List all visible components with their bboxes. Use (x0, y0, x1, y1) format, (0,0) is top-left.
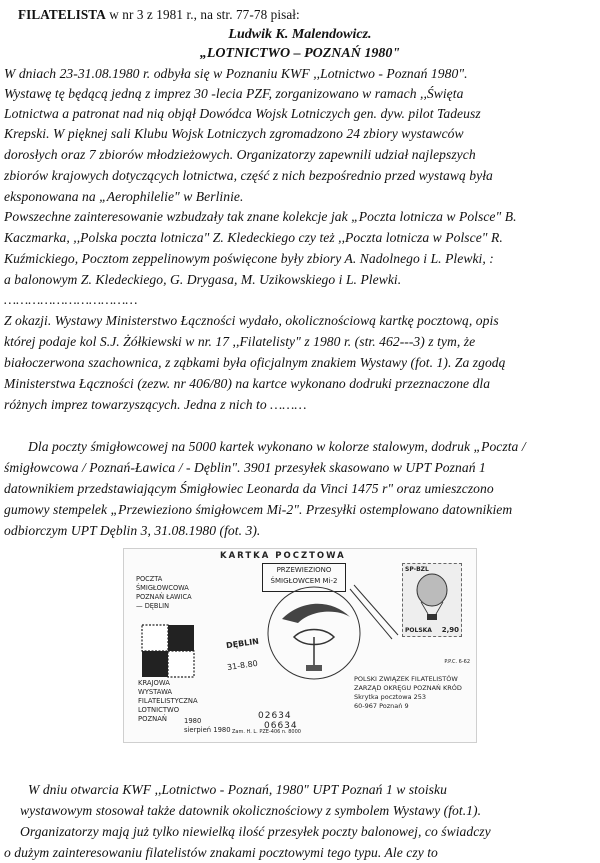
article-title: „LOTNICTWO – POZNAŃ 1980" (199, 46, 401, 61)
postcard-code: P.P.C. 6-62 (444, 659, 470, 665)
source-line (18, 7, 300, 23)
stamp-value: 2,90 (441, 626, 459, 634)
exhibition-line: FILATELISTYCZNA (138, 697, 198, 705)
source-details: w nr 3 z 1981 r., na str. 77-78 pisał: (105, 7, 300, 22)
postcard-title: KARTKA POCZTOWA (220, 551, 346, 561)
deblin-postmark: DĘBLIN (225, 636, 260, 651)
paragraph-line: różnych imprez towarzyszących. Jedna z nich to ……… (4, 397, 307, 412)
cachet-line: PRZEWIEZIONO (276, 566, 332, 574)
paragraph-line: Dla poczty śmigłowcowej na 5000 kartek wykonano w kolorze stalowym, dodruk „Poczta / (28, 439, 526, 454)
paragraph-line: Z okazji. Wystawy Ministerstwo Łączności wydało, okolicznościową kartkę pocztową, opis (4, 313, 499, 328)
address-line: 60-967 Poznań 9 (354, 702, 409, 710)
paragraph-line: Kaczmarka, ,,Polska poczta lotnicza" Z. Kledeckiego czy też ,,Poczta lotnicza w Polsce" R. (4, 230, 503, 245)
paragraph-line: eksponowana na „Aerophilelie" w Berlinie. (4, 189, 244, 204)
author-name: Ludwik K. Malendowicz. (228, 27, 372, 42)
exhibition-line: POZNAŃ (138, 715, 167, 723)
paragraph-line: Lotnictwa a patronat nad nią objął Dowódca Wojsk Lotniczych gen. dyw. pilot Tadeusz (4, 106, 481, 121)
paragraph-line: Powszechne zainteresowanie wzbudzały tak znane kolekcje jak „Poczta lotnicza w Polsce" B. (4, 209, 517, 224)
print-footnote: Zam. H. L. PZE-406 n. 8000 (232, 729, 301, 735)
stamp-label: SP-BZL (405, 566, 429, 573)
postcard-image (123, 548, 477, 743)
chessboard-logo-icon (138, 621, 202, 679)
overprint-text (136, 575, 192, 611)
paragraph-line: Ministerstwa Łączności (zezw. nr 406/80) na kartce wykonano dodruki przeznaczone dla (4, 376, 491, 391)
address-line: Skrytka pocztowa 253 (354, 693, 427, 701)
serial-number: 02634 (258, 711, 292, 721)
exhibition-line: KRAJOWA (138, 679, 170, 687)
balloon-stamp (402, 563, 462, 637)
paragraph-line: odbiorczym UPT Dęblin 3, 31.08.1980 (fot. 3). (4, 523, 261, 538)
stamp-country: POLSKA (405, 627, 432, 634)
paragraph-line: Krepski. W pięknej sali Klubu Wojsk Lotniczych zgromadzono 24 zbiory wystawców (4, 126, 464, 141)
paragraph-line: datownikiem przedstawiającym Śmigłowiec Leonarda da Vinci 1475 r" oraz umieszczono (4, 481, 494, 496)
address-line: ZARZĄD OKRĘGU POZNAŃ KRÓD (354, 684, 462, 692)
cachet-line: ŚMIGŁOWCEM Mi-2 (270, 577, 338, 585)
exhibition-line: 1980 (184, 717, 202, 725)
overprint-line: POCZTA (136, 575, 163, 583)
postmark-date: 31-8.80 (226, 658, 259, 673)
exhibition-year (184, 717, 231, 735)
paragraph-line: W dniach 23-31.08.1980 r. odbyła się w Poznaniu KWF ,,Lotnictwo - Poznań 1980". (4, 66, 468, 81)
address-line: POLSKI ZWIĄZEK FILATELISTÓW (354, 675, 458, 683)
overprint-line: — DĘBLIN (136, 602, 170, 610)
paragraph-line: śmigłowcowa / Poznań-Ławica / - Dęblin". 3901 przesyłek skasowano w UPT Poznań 1 (4, 460, 486, 475)
paragraph-line: wystawowym stosował także datownik okolicznościowy z symbolem Wystawy (fot.1). (20, 803, 482, 818)
address-block (354, 675, 462, 711)
exhibition-info-lower (138, 706, 179, 724)
paragraph-line: Wystawę tę będącą jedną z imprez 30 -lecia PZF, zorganizowano w ramach ,,Święta (4, 86, 464, 101)
magazine-name: FILATELISTA (18, 7, 106, 22)
exhibition-info (138, 679, 198, 706)
paragraph-line: której podaje kol S.J. Żółkiewski w nr. 17 ,,Filatelisty" z 1980 r. (str. 462---3) z tym, że (4, 334, 476, 349)
exhibition-line: LOTNICTWO (138, 706, 180, 714)
paragraph-line: zbiorów krajowych dotyczących lotnictwa, część z nich bezpośrednio przed wystawą była (4, 168, 493, 183)
exhibition-line: sierpień 1980 (184, 726, 231, 734)
paragraph-line: dorosłych oraz 7 zbiorów młodzieżowych. Organizatorzy zapewnili udział najlepszych (4, 147, 476, 162)
exhibition-line: WYSTAWA (138, 688, 173, 696)
paragraph-line: białoczerwona szachownica, z ząbkami była oficjalnym znakiem Wystawy (fot. 1). Za zgodą (4, 355, 506, 370)
ellipsis-separator: …………………………… (4, 292, 138, 307)
paragraph-line: Organizatorzy mają już tylko niewielką ilość przesyłek poczty balonowej, co świadczy (20, 824, 491, 839)
overprint-line: POZNAŃ ŁAWICA (136, 593, 192, 601)
paragraph-line: W dniu otwarcia KWF ,,Lotnictwo - Poznań, 1980" UPT Poznań 1 w stoisku (28, 782, 447, 797)
serial-number-lower: 06634 (264, 721, 298, 731)
overprint-line: ŚMIGŁOWCOWA (136, 584, 189, 592)
paragraph-line: Kuźmickiego, Pocztom zeppelinowym poświęcone były zbiory A. Nadolnego i L. Plewki, : (4, 251, 494, 266)
paragraph-line: o dużym zainteresowaniu filatelistów znakami pocztowymi tego typu. Ale czy to (4, 845, 438, 860)
balloon-icon (411, 572, 453, 622)
paragraph-line: a balonowym Z. Kledeckiego, G. Drygasa, M. Uzikowskiego i L. Plewki. (4, 272, 402, 287)
paragraph-line: gumowy stempelek „Przewieziono śmigłowcem Mi-2". Przesyłki ostemplowano datownikiem (4, 502, 513, 517)
